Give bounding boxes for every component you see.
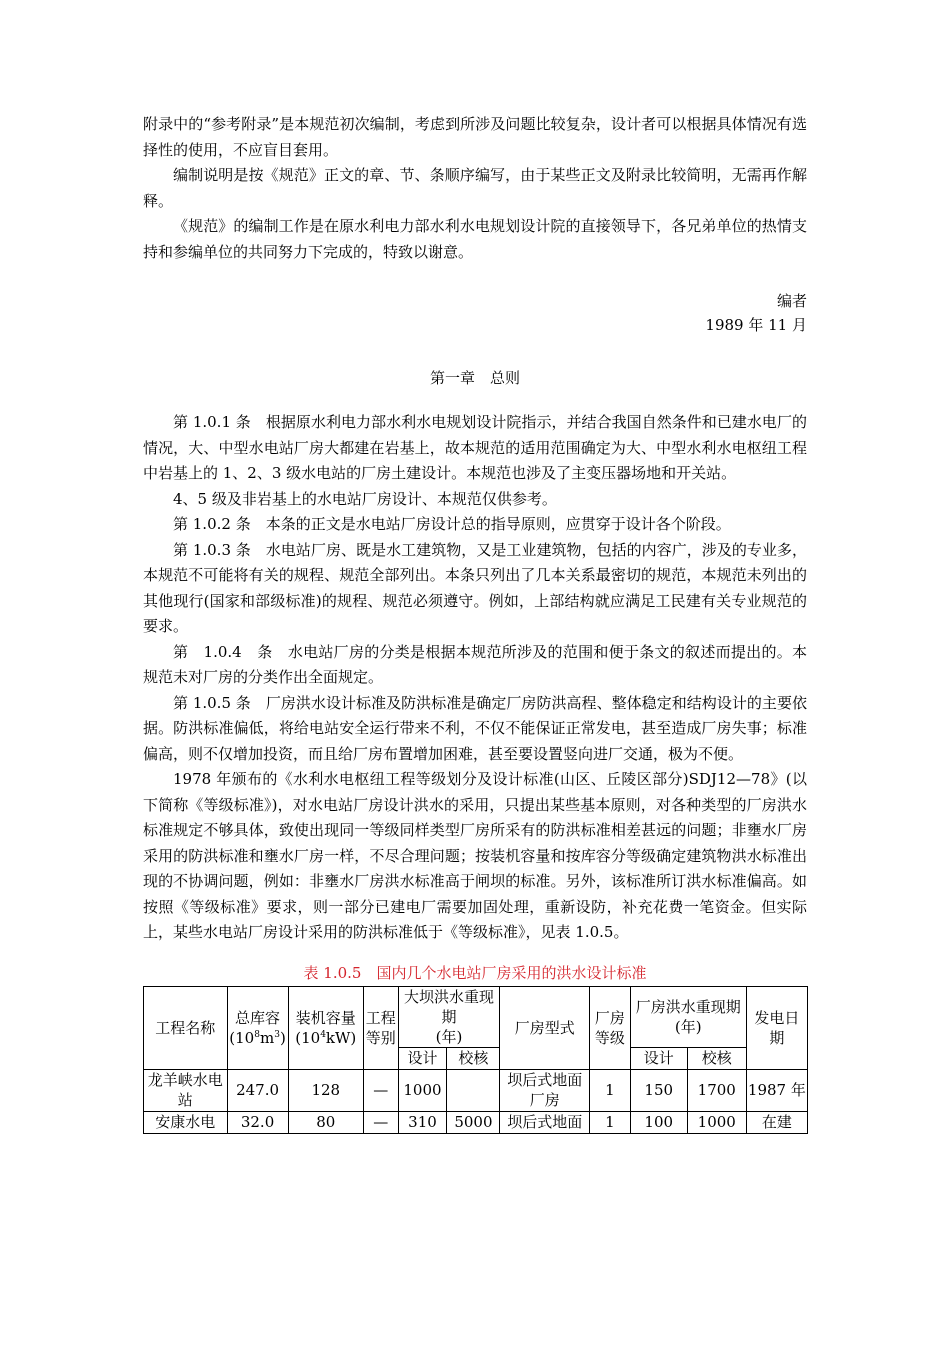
clause-paragraph: 第 1.0.1 条 根据原水利电力部水利水电规划设计院指示，并结合我国自然条件和已建水电厂的情况，大、中型水电站厂房大都建在岩基上，故本规范的适用范围确定为大、中型水利水电枢纽工程中岩基上的 1、2、3 级水电站的厂房土建设计。本规范也涉及了主变压器场地和开关站。 (143, 413, 807, 482)
table-cell: 龙羊峡水电站 (144, 1069, 228, 1111)
table-cell: 247.0 (227, 1069, 288, 1111)
table-cell: 5000 (447, 1111, 500, 1133)
signature-author: 编者 (776, 292, 807, 310)
table-cell: 1 (590, 1069, 631, 1111)
table-cell: 80 (288, 1111, 363, 1133)
table-cell: 安康水电 (144, 1111, 228, 1133)
header-plant-check: 校核 (687, 1047, 746, 1069)
table-cell: 1987 年 (746, 1069, 807, 1111)
table-cell: 1000 (398, 1069, 447, 1111)
table-cell: 在建 (746, 1111, 807, 1133)
table-cell: 100 (630, 1111, 687, 1133)
header-plant-grade: 厂房等级 (590, 986, 631, 1069)
table-row (144, 1111, 808, 1133)
header-plant-design: 设计 (630, 1047, 687, 1069)
header-plant-type: 厂房型式 (500, 986, 590, 1069)
table-title: 表 1.0.5 国内几个水电站厂房采用的洪水设计标准 (303, 963, 647, 982)
table-cell: 1000 (687, 1111, 746, 1133)
header-plant-flood: 厂房洪水重现期 (年) (630, 986, 746, 1047)
paragraph: 编制说明是按《规范》正文的章、节、条顺序编写，由于某些正文及附录比较简明，无需再作解释。 (143, 166, 807, 210)
header-dam-check: 校核 (447, 1047, 500, 1069)
table-cell: 32.0 (227, 1111, 288, 1133)
signature-date: 1989 年 11 月 (705, 316, 807, 334)
table-cell: — (363, 1069, 398, 1111)
paragraph: 《规范》的编制工作是在原水利电力部水利水电规划设计院的直接领导下，各兄弟单位的热情支持和参编单位的共同努力下完成的，特致以谢意。 (143, 217, 807, 261)
table-cell: 310 (398, 1111, 447, 1133)
header-installed-capacity: 装机容量 $(10^4kW)$ (288, 986, 363, 1069)
header-dam-design: 设计 (398, 1047, 447, 1069)
table-cell: 1700 (687, 1069, 746, 1111)
header-project-grade: 工程等别 (363, 986, 398, 1069)
table-row (144, 1069, 808, 1111)
clause-paragraph: 第 1.0.3 条 水电站厂房、既是水工建筑物，又是工业建筑物，包括的内容广，涉及的专业多，本规范不可能将有关的规程、规范全部列出。本条只列出了几本关系最密切的规范，本规范未列出的其他现行(国家和部级标准)的规程、规范必须遵守。例如，上部结构就应满足工民建有关专业规范的要求。 (143, 540, 807, 635)
signature-block (143, 289, 807, 337)
clause-paragraph: 第 1.0.4 条 水电站厂房的分类是根据本规范所涉及的范围和便于条文的叙述而提出的。本规范未对厂房的分类作出全面规定。 (143, 642, 807, 686)
table-cell: 150 (630, 1069, 687, 1111)
table-cell: 坝后式地面厂房 (500, 1069, 590, 1111)
table-cell: 坝后式地面 (500, 1111, 590, 1133)
table-cell: 1 (590, 1111, 631, 1133)
clause-paragraph: 第 1.0.5 条 厂房洪水设计标准及防洪标准是确定厂房防洪高程、整体稳定和结构设计的主要依据。防洪标准偏低，将给电站安全运行带来不利，不仅不能保证正常发电，甚至造成厂房失事；标准偏高，则不仅增加投资，而且给厂房布置增加困难，甚至要设置竖向进厂交通，极为不便。 (143, 693, 807, 763)
table-cell (447, 1069, 500, 1111)
header-total-capacity: 总库容 $(10^8m^3)$ (227, 986, 288, 1069)
table-cell: — (363, 1111, 398, 1133)
clause-paragraph: 1978 年颁布的《水利水电枢纽工程等级划分及设计标准(山区、丘陵区部分)SDJ12—78》(以下简称《等级标准》)，对水电站厂房设计洪水的采用，只提出某些基本原则，对各种类型的厂房洪水标准规定不够具体，致使出现同一等级同样类型厂房所采有的防洪标准相差甚远的问题；非壅水厂房采用的防洪标准和壅水厂房一样，不尽合理问题；按装机容量和按库容分等级确定建筑物洪水标准出现的不协调问题，例如：非壅水厂房洪水标准高于闸坝的标准。另外，该标准所订洪水标准偏高。如按照《等级标准》要求，则一部分已建电厂需要加固处理，重新设防，补充花费一笔资金。但实际上，某些水电站厂房设计采用的防洪标准低于《等级标准》，见表 1.0.5。 (143, 770, 807, 941)
clause-paragraph: 第 1.0.2 条 本条的正文是水电站厂房设计总的指导原则，应贯穿于设计各个阶段。 (173, 515, 731, 533)
clause-paragraph: 4、5 级及非岩基上的水电站厂房设计、本规范仅供参考。 (173, 489, 557, 508)
header-dam-flood: 大坝洪水重现期 (年) (398, 986, 500, 1047)
flood-standard-table (143, 986, 808, 1134)
paragraph: 附录中的“参考附录”是本规范初次编制，考虑到所涉及问题比较复杂，设计者可以根据具体情况有选择性的使用，不应盲目套用。 (143, 115, 807, 159)
header-power-date: 发电日期 (746, 986, 807, 1069)
header-project-name: 工程名称 (144, 986, 228, 1069)
chapter-title: 第一章 总则 (429, 369, 520, 387)
document-page (143, 112, 807, 1134)
table-cell: 128 (288, 1069, 363, 1111)
